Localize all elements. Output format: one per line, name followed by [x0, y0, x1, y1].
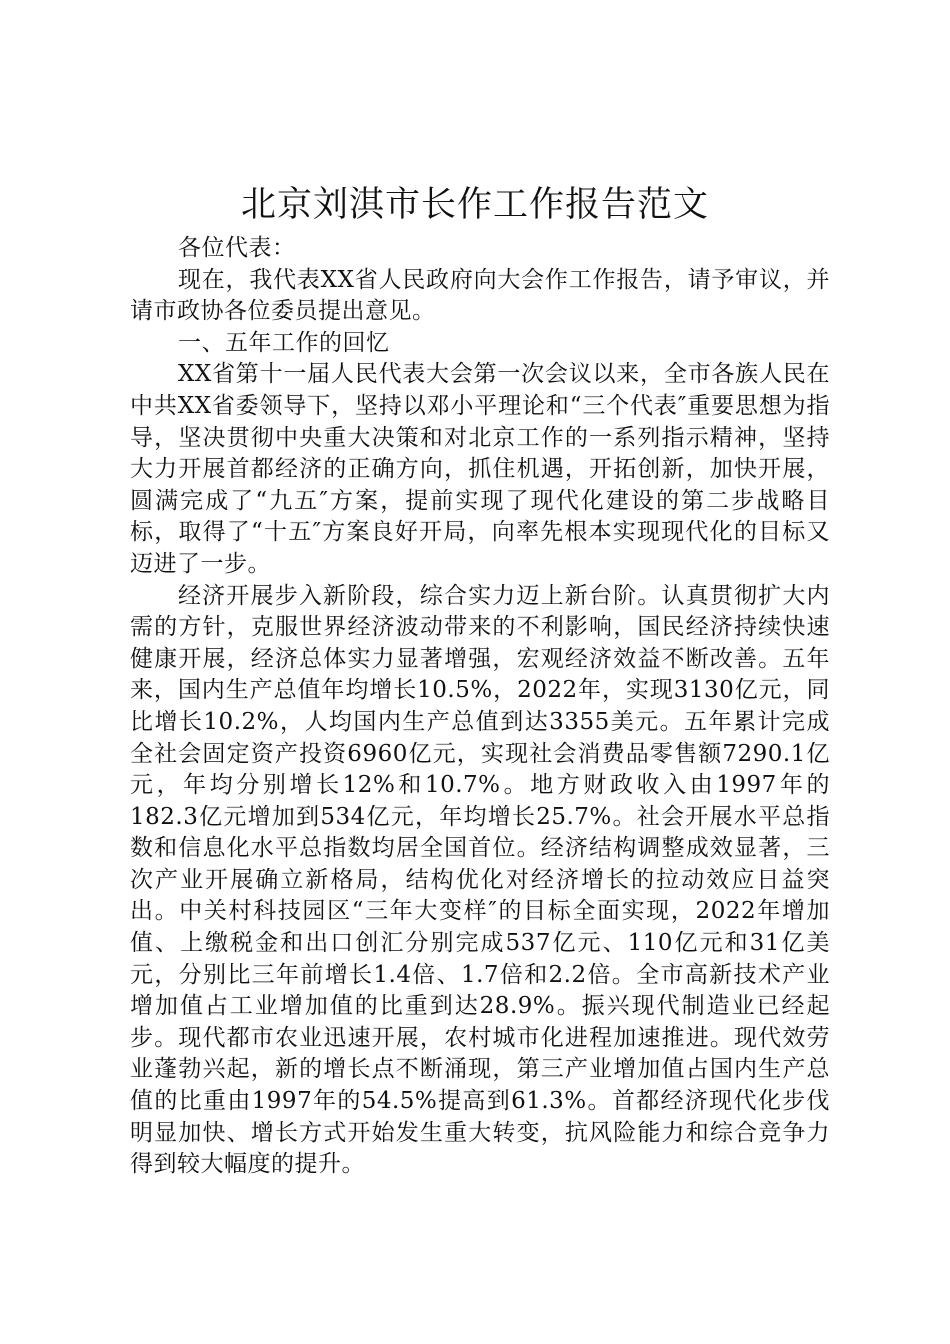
paragraph-economy: 经济开展步入新阶段，综合实力迈上新台阶。认真贯彻扩大内需的方针，克服世界经济波动带来的不利影响，国民经济持续快速健康开展，经济总体实力显著增强，宏观经济效益不断改善。五年来，国内生产总值年均增长10.5%，2022年，实现3130亿元，同比增长10.2%，人均国内生产总值到达3355美元。五年累计完成全社会固定资产投资6960亿元，实现社会消费品零售额7290.1亿元，年均分别增长12%和10.7%。地方财政收入由1997年的182.3亿元增加到534亿元，年均增长25.7%。社会开展水平总指数和信息化水平总指数均居全国首位。经济结构调整成效显著，三次产业开展确立新格局，结构优化对经济增长的拉动效应日益突出。中关村科技园区“三年大变样″的目标全面实现，2022年增加值、上缴税金和出口创汇分别完成537亿元、110亿元和31亿美元，分别比三年前增长1.4倍、1.7倍和2.2倍。全市高新技术产业增加值占工业增加值的比重到达28.9%。振兴现代制造业已经起步。现代都市农业迅速开展，农村城市化进程加速推进。现代效劳业蓬勃兴起，新的增长点不断涌现，第三产业增加值占国内生产总值的比重由1997年的54.5%提高到61.3%。首都经济现代化步伐明显加快、增长方式开始发生重大转变，抗风险能力和综合竞争力得到较大幅度的提升。 [130, 582, 830, 1178]
document-body [130, 233, 830, 1181]
paragraph-salutation: 各位代表： [178, 235, 296, 261]
section-heading: 一、五年工作的回忆 [178, 329, 390, 356]
paragraph-intro: 现在，我代表XX省人民政府向大会作工作报告，请予审议，并请市政协各位委员提出意见。 [130, 266, 830, 325]
paragraph-review: XX省第十一届人民代表大会第一次会议以来，全市各族人民在中共XX省委领导下，坚持以邓小平理论和“三个代表″重要思想为指导，坚决贯彻中央重大决策和对北京工作的一系列指示精神，坚持大力开展首都经济的正确方向，抓住机遇，开拓创新，加快开展，圆满完成了“九五″方案，提前实现了现代化建设的第二步战略目标，取得了“十五″方案良好开局，向率先根本实现现代化的目标又迈进了一步。 [130, 361, 830, 577]
document-title: 北京刘淇市长作工作报告范文 [240, 185, 709, 225]
